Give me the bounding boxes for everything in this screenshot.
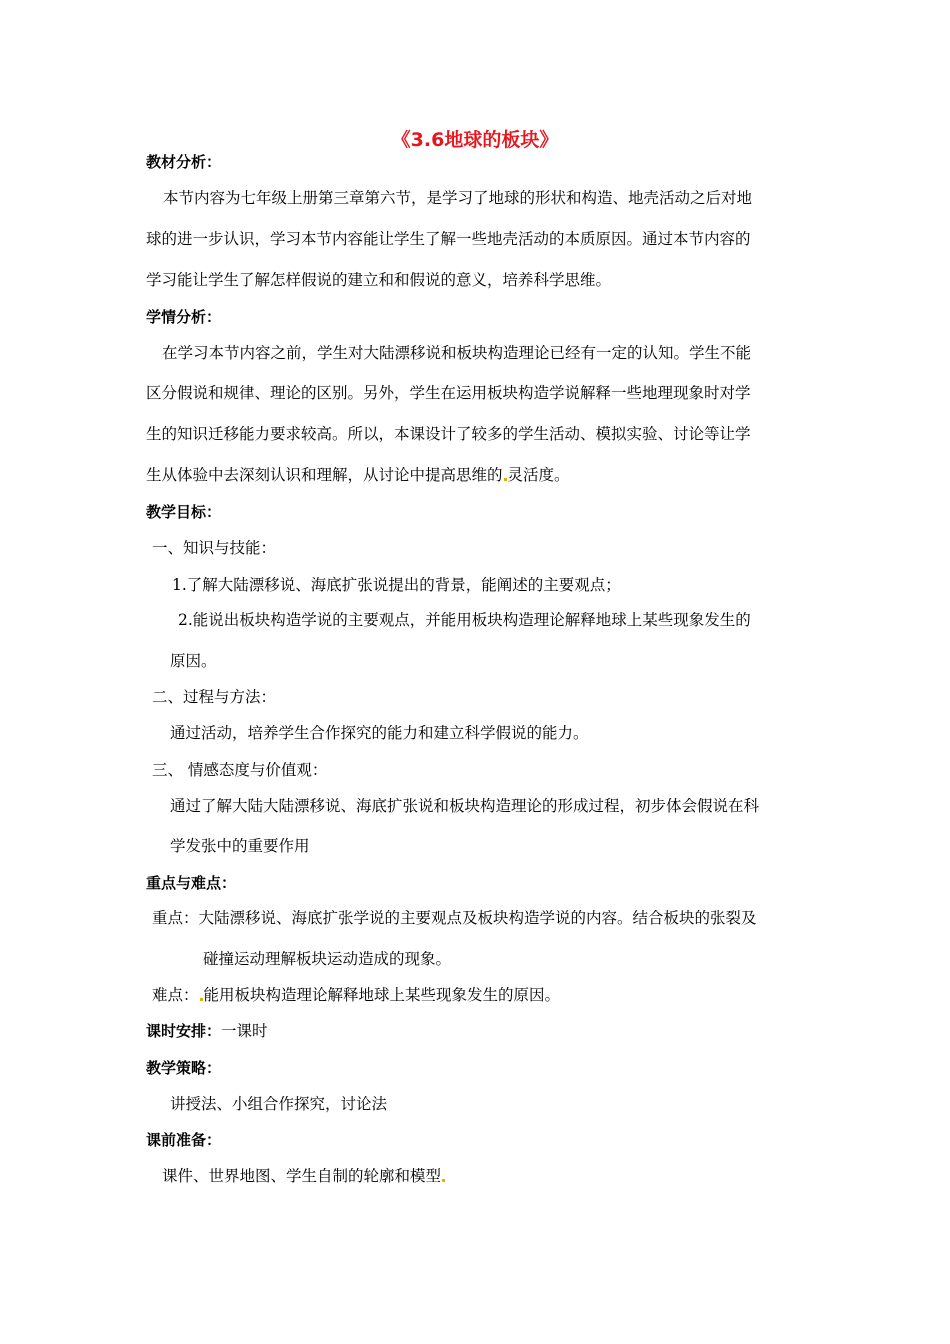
document-title: 《3.6地球的板块》 <box>391 129 559 151</box>
material-line-3: 学习能让学生了解怎样假说的建立和和假说的意义，培养科学思维。 <box>146 271 612 289</box>
learner-line-3: 生的知识迁移能力要求较高。所以，本课设计了较多的学生活动、模拟实验、讨论等让学 <box>146 425 751 443</box>
learner-analysis-heading: 学情分析： <box>146 308 222 326</box>
goal2-heading: 二、过程与方法： <box>152 688 277 706</box>
preparation-text: 课件、世界地图、学生自制的轮廓和模型 <box>162 1167 442 1185</box>
material-line-1: 本节内容为七年级上册第三章第六节，是学习了地球的形状和构造、地壳活动之后对地 <box>163 189 753 207</box>
strategy-heading: 教学策略： <box>146 1059 222 1077</box>
marker-dot <box>504 478 507 481</box>
difficulty-text: 能用板块构造理论解释地球上某些现象发生的原因。 <box>203 986 561 1004</box>
learner-line-4-text: 生从体验中去深刻认识和理解，从讨论中提高思维的 <box>146 466 503 484</box>
preparation-heading: 课前准备： <box>146 1131 222 1149</box>
strategy-text: 讲授法、小组合作探究，讨论法 <box>170 1095 388 1113</box>
learner-line-1: 在学习本节内容之前，学生对大陆漂移说和板块构造理论已经有一定的认知。学生不能 <box>162 344 752 362</box>
difficulty-label: 难点： <box>152 986 199 1004</box>
preparation-line <box>162 1166 446 1186</box>
learner-line-4-tail: 灵活度。 <box>507 466 570 484</box>
goal2-text: 通过活动，培养学生合作探究的能力和建立科学假说的能力。 <box>170 724 589 742</box>
marker-dot <box>200 998 203 1001</box>
goal3-line2: 学发张中的重要作用 <box>170 837 310 855</box>
schedule-heading: 课时安排： <box>146 1022 222 1040</box>
goal1-item1: 1.了解大陆漂移说、海底扩张说提出的背景，能阐述的主要观点； <box>172 576 621 594</box>
learner-line-2: 区分假说和规律、理论的区别。另外，学生在运用板块构造学说解释一些地理现象时对学 <box>146 384 751 402</box>
schedule-line <box>146 1021 268 1041</box>
goal1-heading: 一、知识与技能： <box>152 539 277 557</box>
schedule-text: 一课时 <box>221 1022 268 1040</box>
marker-dot <box>442 1179 445 1182</box>
goal1-item2-line2: 原因。 <box>170 652 217 670</box>
goal3-heading: 三、 情感态度与价值观： <box>152 761 328 779</box>
key-line2: 碰撞运动理解板块运动造成的现象。 <box>203 950 452 968</box>
goal3-line1: 通过了解大陆大陆漂移说、海底扩张说和板块构造理论的形成过程，初步体会假说在科 <box>170 797 760 815</box>
goal1-item2-line1: 2.能说出板块构造学说的主要观点，并能用板块构造理论解释地球上某些现象发生的 <box>178 611 751 629</box>
key-line1: 重点：大陆漂移说、海底扩张学说的主要观点及板块构造学说的内容。结合板块的张裂及 <box>152 909 757 927</box>
teaching-goals-heading: 教学目标： <box>146 503 222 521</box>
learner-line-4 <box>146 465 570 485</box>
material-analysis-heading: 教材分析： <box>146 153 222 171</box>
key-points-heading: 重点与难点： <box>146 874 237 892</box>
difficulty-line <box>152 985 560 1005</box>
material-line-2: 球的进一步认识，学习本节内容能让学生了解一些地壳活动的本质原因。通过本节内容的 <box>146 230 751 248</box>
